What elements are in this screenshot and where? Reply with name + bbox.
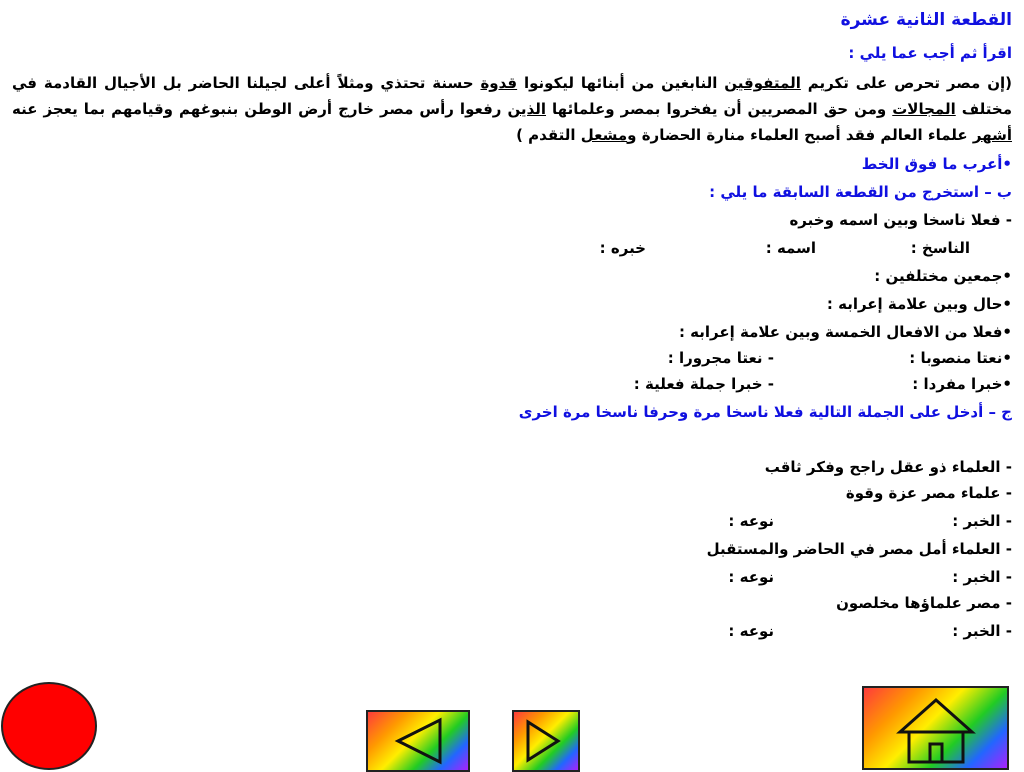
khabar-label-1: - الخبر :	[952, 512, 1012, 530]
instruction: اقرأ ثم أجب عما يلي :	[848, 44, 1012, 62]
next-arrow-icon	[514, 712, 578, 770]
passage: (إن مصر تحرص على تكريم المتفوقين النابغين من أبنائها ليكونوا قدوة حسنة تحتذي ومثلاً أعلى لجيلنا الحاضر بل الأجيال القادمة في مختلف المجالات ومن حق المصريين أن يفخروا بمصر وعلمائها الذين رفعوا رأس مصر خارج أرض الوطن بنبوغهم وقيامهم بما يعجز عنه أشهر علماء العالم فقد أصبح العلماء منارة الحضارة ومشعل التقدم )	[12, 74, 1012, 144]
naw-label-2: نوعه :	[728, 568, 774, 586]
home-button[interactable]	[862, 686, 1009, 770]
section-b-item-6b: - خبرا جملة فعلية :	[633, 375, 774, 393]
page-title: القطعة الثانية عشرة	[840, 10, 1012, 30]
naw-label-1: نوعه :	[728, 512, 774, 530]
khabaruhu-label: خبره :	[599, 239, 646, 257]
parse-instruction: •أعرب ما فوق الخط	[861, 155, 1012, 173]
section-b-item-2: •جمعين مختلفين :	[874, 267, 1012, 285]
prev-arrow-icon	[368, 712, 468, 770]
nasikh-label: الناسخ :	[910, 239, 970, 257]
khabar-label-2: - الخبر :	[952, 568, 1012, 586]
section-b-item-3: •حال وبين علامة إعرابه :	[826, 295, 1012, 313]
section-b-item-5b: - نعتا مجرورا :	[667, 349, 774, 367]
section-b-item-5a: •نعتا منصوبا :	[909, 349, 1012, 367]
prev-button[interactable]	[366, 710, 470, 772]
sentence-4: - مصر علماؤها مخلصون	[836, 594, 1012, 612]
section-b-item-1: - فعلا ناسخا وبين اسمه وخبره	[789, 211, 1012, 229]
sentence-3: - العلماء أمل مصر في الحاضر والمستقبل	[706, 540, 1012, 558]
home-icon	[864, 688, 1007, 768]
red-circle-button[interactable]	[1, 682, 97, 770]
naw-label-3: نوعه :	[728, 622, 774, 640]
section-b-item-4: •فعلا من الافعال الخمسة وبين علامة إعرابه :	[678, 323, 1012, 341]
section-c-heading: ج – أدخل على الجملة التالية فعلا ناسخا مرة وحرفا ناسخا مرة اخرى	[518, 403, 1012, 421]
section-b-heading: ب – استخرج من القطعة السابقة ما يلي :	[709, 183, 1012, 201]
ismuhu-label: اسمه :	[765, 239, 816, 257]
khabar-label-3: - الخبر :	[952, 622, 1012, 640]
sentence-1: - العلماء ذو عقل راجح وفكر ثاقب	[764, 458, 1012, 476]
sentence-2: - علماء مصر عزة وقوة	[845, 484, 1012, 502]
section-b-item-6a: •خبرا مفردا :	[912, 375, 1012, 393]
next-button[interactable]	[512, 710, 580, 772]
